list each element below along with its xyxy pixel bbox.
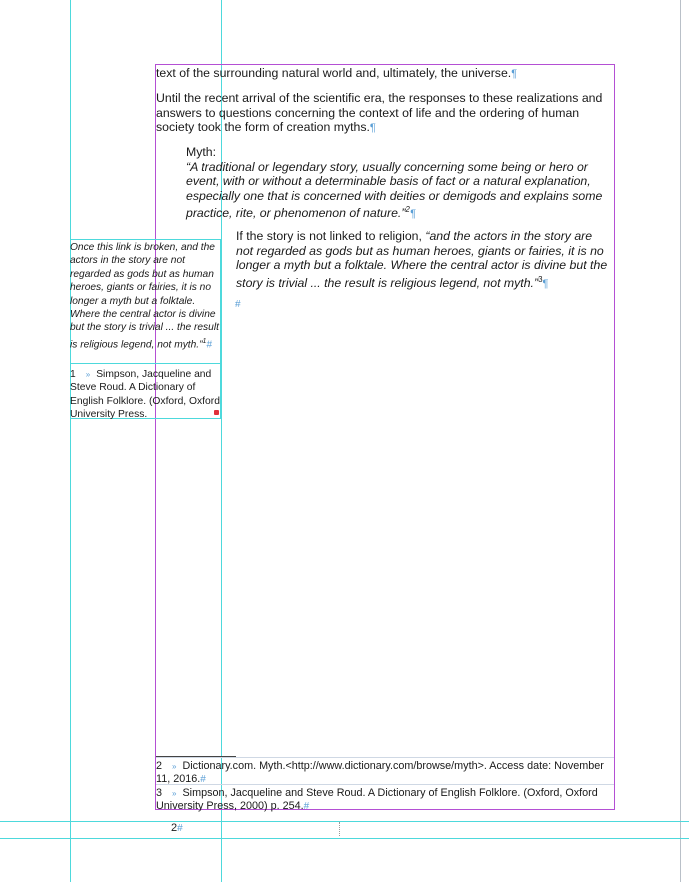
footnote-2[interactable] [156, 760, 611, 786]
sidebar-quote[interactable] [70, 241, 220, 352]
footnote-number: 2 [156, 760, 163, 772]
tab-marker-icon: » [172, 789, 177, 798]
footnote-ref-3[interactable]: 3 [538, 274, 543, 284]
myth-quote: “A traditional or legendary story, usually concerning some being or hero or event, with or without a determinable basis of fact or a natural explanation, especially one that is concerned with deities or demigods and explains some practice, rite, or phenomenon of nature.”$^2$¶ [186, 159, 603, 221]
footnote-text: Dictionary.com. Myth.<http://www.dictionary.com/browse/myth>. Access date: November 11, 2016. [156, 760, 604, 786]
overset-text-icon[interactable] [214, 410, 219, 415]
end-hash-icon: # [200, 774, 206, 786]
religion-paragraph[interactable] [236, 229, 612, 291]
page-edge-right [680, 0, 681, 882]
baseline-guide-bottom[interactable] [0, 838, 689, 839]
page-number[interactable] [171, 822, 183, 834]
religion-quote: “and the actors in the story are not regarded as gods but as human heroes, giants or fairies, it is no longer a myth but a folktale. Where the central actor is divine but the story is trivial ... the result is religious legend, not myth.” [236, 229, 608, 290]
page-number-value: 2 [171, 822, 178, 834]
footnote-area-top-line [156, 757, 614, 758]
myth-definition-block[interactable] [186, 145, 614, 222]
myth-label: Myth: [186, 145, 217, 159]
end-of-story-hash-icon: # [235, 299, 241, 310]
footnote-ref-1[interactable]: 1 [202, 337, 207, 345]
sidebar-footnote-text: Simpson, Jacqueline and Steve Roud. A Dictionary of English Folklore. (Oxford, Oxford University Press. [70, 369, 220, 420]
footnote-ref-2[interactable]: 2 [405, 205, 410, 215]
column-guide-left[interactable] [70, 0, 71, 882]
sidebar-footnote-number: 1 [70, 369, 76, 380]
tab-marker-icon: » [172, 762, 177, 771]
religion-intro-text: If the story is not linked to religion, [236, 229, 426, 243]
pilcrow-icon: ¶ [369, 122, 376, 135]
pilcrow-icon: ¶ [542, 277, 549, 290]
pilcrow-icon: ¶ [409, 208, 416, 221]
footnote-number: 3 [156, 787, 163, 799]
paragraph-1-text: text of the surrounding natural world and, ultimately, the universe. [156, 66, 512, 80]
center-marker [339, 822, 340, 836]
pilcrow-icon: ¶ [511, 68, 518, 80]
footnote-text: Simpson, Jacqueline and Steve Roud. A Dictionary of English Folklore. (Oxford, Oxford University Press, 2000) p. 254. [156, 787, 598, 813]
sidebar-footnote-divider [70, 363, 221, 364]
main-text-paragraph-1[interactable] [156, 66, 611, 82]
sidebar-quote-text: Once this link is broken, and the actors in the story are not regarded as gods but as human heroes, giants or fairies, it is no longer a myth but a folktale. Where the central actor is divine but the story is trivial ... the result is religious legend, not myth.” [70, 242, 219, 351]
main-text-paragraph-2[interactable] [156, 91, 614, 136]
margin-guide-bottom[interactable] [0, 821, 689, 822]
paragraph-2-text: Until the recent arrival of the scientific era, the responses to these realizations and answers to questions concerning the context of life and the ordering of human society took the form of creation myths. [156, 91, 603, 135]
footnote-3[interactable] [156, 787, 611, 813]
end-hash-icon: # [206, 339, 212, 351]
end-hash-icon: # [303, 801, 310, 813]
tab-marker-icon: » [85, 370, 91, 379]
end-hash-icon: # [177, 823, 183, 834]
sidebar-footnote[interactable] [70, 368, 220, 421]
